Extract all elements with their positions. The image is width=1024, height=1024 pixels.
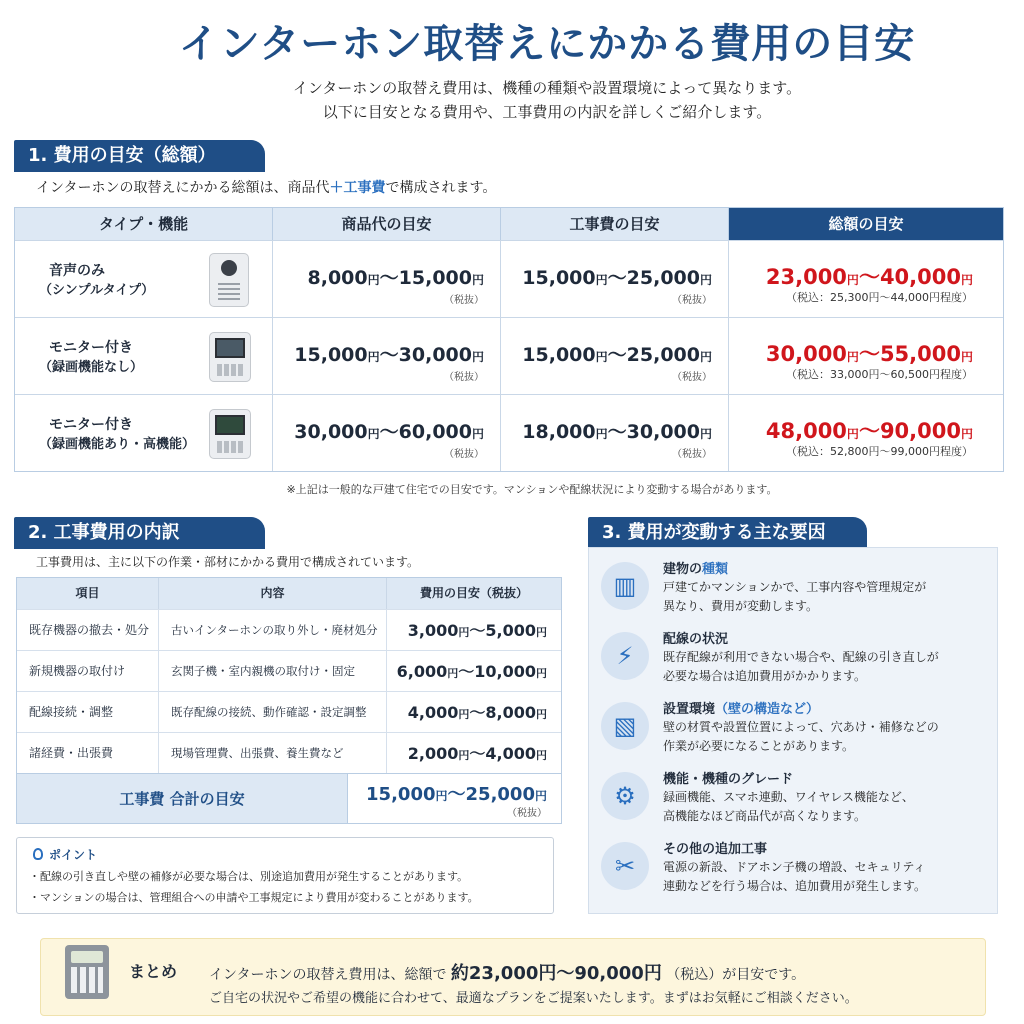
amount-from: 6,000 [396,662,448,681]
product-price [294,417,484,444]
work-total-value [348,774,561,823]
page-title: インターホン取替えにかかる費用の目安 [178,21,916,67]
work-cell [501,241,729,317]
yen-unit: 円 [536,708,547,721]
work-content: 玄関子機・室内親機の取付け・固定 [159,651,387,691]
header-type: タイプ・機能 [15,208,273,240]
wall-icon: ▧ [601,702,649,750]
yen-unit: 円 [458,749,470,762]
work-cost-table [16,577,562,824]
type-cell [15,318,273,394]
tilde: 〜 [469,703,486,722]
amount-to: 60,000 [398,421,472,443]
type-line-2: （録画機能なし） [39,360,144,375]
factor-title-main: その他の追加工事 [663,842,768,857]
work-item: 諸経費・出張費 [17,733,159,773]
factor-title [663,698,819,717]
factor-title [663,838,767,857]
amount-to: 10,000 [474,662,536,681]
yen-unit: 円 [595,427,608,441]
sum-from: 15,000 [366,784,436,805]
yen-unit: 円 [435,789,448,803]
factor-title [663,628,728,647]
section1-lead [36,177,496,197]
work-cost [387,610,561,650]
total-tax-note: （税込：33,000円〜60,500円程度） [786,368,973,381]
header-total: 総額の目安 [729,208,1003,240]
total-tax-note: （税込：52,800円〜99,000円程度） [786,445,973,458]
factor-desc-2: 高機能なほど商品代が高くなります。 [663,809,867,823]
yen-unit: 円 [699,273,712,287]
tilde: 〜 [469,621,486,640]
yen-unit: 円 [960,427,973,441]
intro-line-2: 以下に目安となる費用や、工事費用の内訳を詳しくご紹介します。 [322,103,772,121]
section1-lead-highlight: ＋工事費 [329,180,386,196]
amount-from: 23,000 [765,265,847,289]
type-cell [15,395,273,471]
yen-unit: 円 [846,350,859,364]
amount-from: 8,000 [307,267,368,289]
product-price [294,340,484,367]
factor-desc-2: 作業が必要になることがあります。 [663,739,855,753]
yen-unit: 円 [595,350,608,364]
factor-title-highlight: 種類 [702,562,729,577]
factor-title-main: 設置環境 [663,702,716,717]
sum-to: 25,000 [465,784,535,805]
point-item-2: ・マンションの場合は、管理組合への申請や工事規定により費用が変わることがあります。 [29,891,479,904]
tax-note: （税抜） [444,372,484,383]
table-note: ※上記は一般的な戸建て住宅での目安です。マンションや配線状況により変動する場合があります。 [286,483,778,496]
yen-unit: 円 [699,427,712,441]
amount-to: 25,000 [626,344,700,366]
tilde: 〜 [607,344,627,366]
type-name [39,415,196,455]
work-content: 既存配線の接続、動作確認・設定調整 [159,692,387,732]
product-cell [273,395,501,471]
type-line-1: 音声のみ [49,263,105,279]
table-row [17,650,561,691]
type-cell [15,241,273,317]
summary-heading: まとめ [129,962,178,981]
tax-note: （税抜） [672,449,712,460]
factor-desc-1: 電源の新設、ドアホン子機の増設、セキュリティ [663,860,926,874]
yen-unit: 円 [367,273,380,287]
factor-title-main: 機能・機種のグレード [663,772,794,787]
tilde: 〜 [469,744,486,763]
yen-unit: 円 [367,427,380,441]
yen-unit: 円 [458,626,470,639]
summary-prefix: インターホンの取替え費用は、総額で [209,967,447,983]
summary-suffix: （税込）が目安です。 [666,967,806,983]
gears-icon: ⚙ [601,772,649,820]
summary-line-1 [209,959,805,985]
amount-to: 8,000 [485,703,536,722]
cost-summary-table [14,207,1004,472]
amount-from: 30,000 [765,342,847,366]
work-content: 古いインターホンの取り外し・廃材処分 [159,610,387,650]
point-heading-text: ポイント [49,848,98,862]
lightbulb-icon [33,848,43,860]
tax-note: （税抜） [444,449,484,460]
factor-desc-1: 戸建てかマンションかで、工事内容や管理規定が [663,580,927,594]
factor-desc-1: 録画機能、スマホ連動、ワイヤレス機能など、 [663,790,914,804]
factor-title-highlight: （壁の構造など） [715,702,820,717]
yen-unit: 円 [536,749,547,762]
work-cell [501,318,729,394]
type-line-2: （録画機能あり・高機能） [39,437,196,452]
header-work: 工事費の目安 [501,208,729,240]
table-row [17,732,561,773]
amount-to: 40,000 [879,265,961,289]
factor-title-main: 配線の状況 [663,632,729,647]
table-row [15,240,1003,317]
work-cell [501,395,729,471]
total-tax-note: （税込：25,300円〜44,000円程度） [786,291,973,304]
tilde: 〜 [858,342,880,366]
factor-desc-1: 既存配線が利用できない場合や、配線の引き直しが [663,650,939,664]
table-row [15,317,1003,394]
amount-from: 30,000 [294,421,368,443]
yen-unit: 円 [536,626,547,639]
work-price [522,263,712,290]
work-cost [387,692,561,732]
tilde: 〜 [607,421,627,443]
section1-lead-prefix: インターホンの取替えにかかる総額は、商品代 [36,180,330,196]
factor-title [663,768,793,787]
work-cost [387,733,561,773]
type-name [39,338,144,378]
amount-to: 90,000 [879,419,961,443]
work-item: 配線接続・調整 [17,692,159,732]
yen-unit: 円 [458,708,470,721]
work-total-row [17,773,561,823]
amount-from: 48,000 [765,419,847,443]
monitor-intercom-icon [209,332,251,382]
intro-line-1: インターホンの取替え費用は、機種の種類や設置環境によって異なります。 [292,79,802,97]
amount-from: 3,000 [407,621,459,640]
building-icon: ▥ [601,562,649,610]
amount-to: 55,000 [879,342,961,366]
audio-doorbell-icon [209,253,249,307]
amount-to: 5,000 [485,621,536,640]
type-line-2: （シンプルタイプ） [39,283,155,298]
total-cell [729,241,1003,317]
total-cell [729,395,1003,471]
tilde: 〜 [379,267,399,289]
section3-heading: 3. 費用が変動する主な要因 [588,517,867,549]
total-price [766,338,973,368]
table-header-row [15,208,1003,240]
yen-unit: 円 [960,350,973,364]
amount-to: 25,000 [626,267,700,289]
work-price [522,417,712,444]
summary-box [40,938,986,1016]
factor-desc-2: 異なり、費用が変動します。 [663,599,819,613]
factor-title-main: 建物の [663,562,703,577]
wiring-icon: ⚡ [601,632,649,680]
intro-text [0,76,1024,124]
tilde: 〜 [858,419,880,443]
factor-desc-1: 壁の材質や設置位置によって、穴あけ・補修などの [663,720,939,734]
summary-line-2: ご自宅の状況やご希望の機能に合わせて、最適なプランをご提案いたします。まずはお気軽にご相談ください。 [209,991,858,1006]
yen-unit: 円 [471,427,484,441]
point-item-1: ・配線の引き直しや壁の補修が必要な場合は、別途追加費用が発生することがあります。 [29,870,469,883]
yen-unit: 円 [367,350,380,364]
yen-unit: 円 [536,667,547,680]
product-cell [273,241,501,317]
amount-from: 4,000 [407,703,459,722]
header-product: 商品代の目安 [273,208,501,240]
yen-unit: 円 [699,350,712,364]
product-price [308,263,484,290]
work-item: 既存機器の撤去・処分 [17,610,159,650]
amount-to: 15,000 [398,267,472,289]
yen-unit: 円 [846,427,859,441]
amount-from: 18,000 [522,421,596,443]
amount-to: 4,000 [485,744,536,763]
type-line-1: モニター付き [49,417,133,433]
tilde: 〜 [379,421,399,443]
calculator-icon [65,945,109,999]
tools-icon: ✂ [601,842,649,890]
tilde: 〜 [447,784,466,805]
section2-heading: 2. 工事費用の内訳 [14,517,265,549]
amount-from: 15,000 [522,267,596,289]
yen-unit: 円 [471,273,484,287]
section2-lead: 工事費用は、主に以下の作業・部材にかかる費用で構成されています。 [36,555,420,569]
table-header-row [17,578,561,609]
tilde: 〜 [379,344,399,366]
type-line-1: モニター付き [49,340,133,356]
tax-note: （税抜） [672,372,712,383]
amount-from: 2,000 [407,744,459,763]
tilde: 〜 [858,265,880,289]
yen-unit: 円 [846,273,859,287]
factor-list [588,547,998,914]
factor-desc-2: 連動などを行う場合は、追加費用が発生します。 [663,879,927,893]
sum-tax: （税抜） [507,808,547,819]
amount-to: 30,000 [626,421,700,443]
header-content: 内容 [159,578,387,609]
factor-desc-2: 必要な場合は追加費用がかかります。 [663,669,867,683]
work-content: 現場管理費、出張費、養生費など [159,733,387,773]
yen-unit: 円 [960,273,973,287]
section1-lead-suffix: で構成されます。 [385,180,497,196]
header-cost: 費用の目安（税抜） [419,586,528,600]
work-item: 新規機器の取付け [17,651,159,691]
tax-note: （税抜） [672,295,712,306]
summary-amount: 約23,000円〜90,000円 [450,963,662,984]
work-cost [387,651,561,691]
total-price [766,415,973,445]
tilde: 〜 [607,267,627,289]
yen-unit: 円 [534,789,547,803]
yen-unit: 円 [471,350,484,364]
yen-unit: 円 [595,273,608,287]
table-row [17,691,561,732]
product-cell [273,318,501,394]
amount-from: 15,000 [522,344,596,366]
amount-to: 30,000 [398,344,472,366]
work-price [522,340,712,367]
factor-title [663,558,728,577]
amount-from: 15,000 [294,344,368,366]
section1-heading: 1. 費用の目安（総額） [14,140,265,172]
table-row [17,609,561,650]
total-cell [729,318,1003,394]
table-row [15,394,1003,471]
point-box [16,837,554,914]
work-total-label: 工事費 合計の目安 [17,774,348,823]
header-item: 項目 [17,578,159,609]
yen-unit: 円 [447,667,459,680]
type-name [39,261,155,301]
total-price [766,261,973,291]
video-intercom-icon [209,409,251,459]
tilde: 〜 [458,662,475,681]
tax-note: （税抜） [444,295,484,306]
point-heading [33,846,97,863]
